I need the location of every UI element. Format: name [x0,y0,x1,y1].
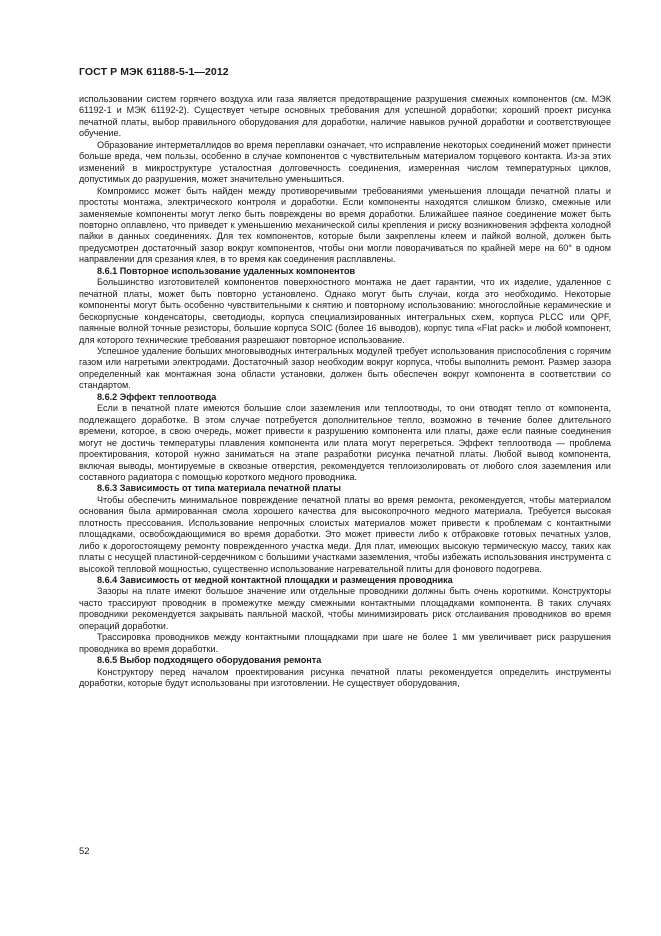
section-heading-8-6-2: 8.6.2 Эффект теплоотвода [97,391,217,402]
paragraph: использовании систем горячего воздуха или газа является предотвращение разрушения смежных компонентов (см. МЭК 61192-1 и МЭК 61192-2). Существует четыре основных требования для успешной доработки; хороший проект рисунка печатной платы, выбор правильного оборудования для доработки, наличие навыков ручной доработки и соответствующее обучение. [79,94,611,139]
paragraph: Если в печатной плате имеются большие слои заземления или теплоотводы, то они отводят тепло от компонента, подлежащего доработке. В этом случае потребуется дополнительное тепло, возможно в течение более длительного времени, которое, в свою очередь, может привести к разрушению компонента или платы, даже если паяные соединения могут не достичь температуры плавления компонента или плата могут перегреться. Эффект теплоотвода — проблема проектирования, которой нужно заниматься на этапе разработки рисунка печатной платы. Любой вывод компонента, включая выводы, монтируемые в сквозные отверстия, рекомендуется теплоизолировать от любого слоя заземления или составного радиатора с помощью короткого медного проводника. [79,403,611,482]
section-heading-8-6-3: 8.6.3 Зависимость от типа материала печатной платы [97,483,341,494]
paragraph: Чтобы обеспечить минимальное повреждение печатной платы во время ремонта, рекомендуется, чтобы материалом основания была армированная смола хорошего качества для высокопрочного медного материала. Требуется высокая плотность прессования. Использование непрочных слоистых материалов может привести к проблемам с контактными площадками, освобождающимися во время доработки. Это может привести либо к отбраковке готовых печатных узлов, либо к дорогостоящему ремонту поврежденного участка меди. Для плат, имеющих высокую термическую массу, таких как платы с несущей пластиной-сердечником с большими участками заземления, чтобы избежать использования инструмента с высокой тепловой мощностью, существенно использование нагревательной плиты для фонового подогрева. [79,494,611,574]
section-heading-8-6-5: 8.6.5 Выбор подходящего оборудования ремонта [97,655,322,666]
section-heading-8-6-1: 8.6.1 Повторное использование удаленных компонентов [97,265,356,276]
document-header: ГОСТ Р МЭК 61188-5-1—2012 [79,66,229,78]
paragraph: Трассировка проводников между контактными площадками при шаге не более 1 мм увеличивает риск разрушения проводника во время доработки. [79,632,611,654]
paragraph: Образование интерметаллидов во время переплавки означает, что исправление некоторых соединений может принести больше вреда, чем пользы, особенно в случае компонентов с чувствительным материалом торцевого контакта. Из-за этих изменений в микроструктуре усталостная долговечность соединения, измеренная числом температурных циклов, допустимых до разрушения, может значительно уменьшиться. [79,139,611,185]
document-body [79,94,611,690]
paragraph: Конструктору перед началом проектирования рисунка печатной платы рекомендуется определить инструменты доработки, которые будут использованы при изготовлении. Не существует оборудования, [79,666,611,689]
section-heading-8-6-4: 8.6.4 Зависимость от медной контактной площадки и размещения проводника [97,575,453,586]
paragraph: Большинство изготовителей компонентов поверхностного монтажа не дает гарантии, что их изделие, удаленное с печатной платы, может быть повторно установлено. Однако могут быть случаи, когда это необходимо. Некоторые компоненты могут быть особенно чувствительными к снятию и повторному использованию: многослойные керамические и бескорпусные конденсаторы, светодиоды, корпуса специализированных интегральных схем, корпуса PLCC или QPF, паянные волной точные резисторы, большие корпуса SOIC (более 16 выводов), корпус типа «Flat pack» и любой компонент, для которого технические требования разрешают повторное использование. [79,277,611,345]
paragraph: Компромисс может быть найден между противоречивыми требованиями уменьшения площади печатной платы и простоты монтажа, электрического контроля и доработки. Если компоненты находятся слишком близко, смежные или заменяемые компоненты могут легко быть повреждены во время доработки. Ближайшее паяное соединение может быть повторно оплавлено, что приведет к уменьшению механической силы крепления и риску возникновения эффекта холодной пайки в данных соединениях. Для тех компонентов, которые были закреплены клеем и пайкой волной, должен быть предусмотрен достаточный зазор вокруг компонентов, чтобы они могли поворачиваться по крайней мере на 60° в одном направлении для срезания клея, в то время как соединения расплавлены. [79,185,611,265]
paragraph: Зазоры на плате имеют большое значение или отдельные проводники должны быть очень короткими. Конструкторы часто трассируют проводник в промежутке между смежными контактными площадками компонента. В таких случаях проводники рекомендуется закрывать паяльной маской, чтобы минимизировать риск отслаивания проводников во время операций доработки. [79,586,611,631]
paragraph: Успешное удаление больших многовыводных интегральных модулей требует использования приспособления с горячим газом или нагретыми электродами. Достаточный зазор необходим вокруг корпуса, чтобы выполнить ремонт. Размер зазора определенный как монтажная зона области установки, должен быть обеспечен вокруг компонента в соответствии со стандартом. [79,345,611,391]
page-number: 52 [79,846,90,857]
